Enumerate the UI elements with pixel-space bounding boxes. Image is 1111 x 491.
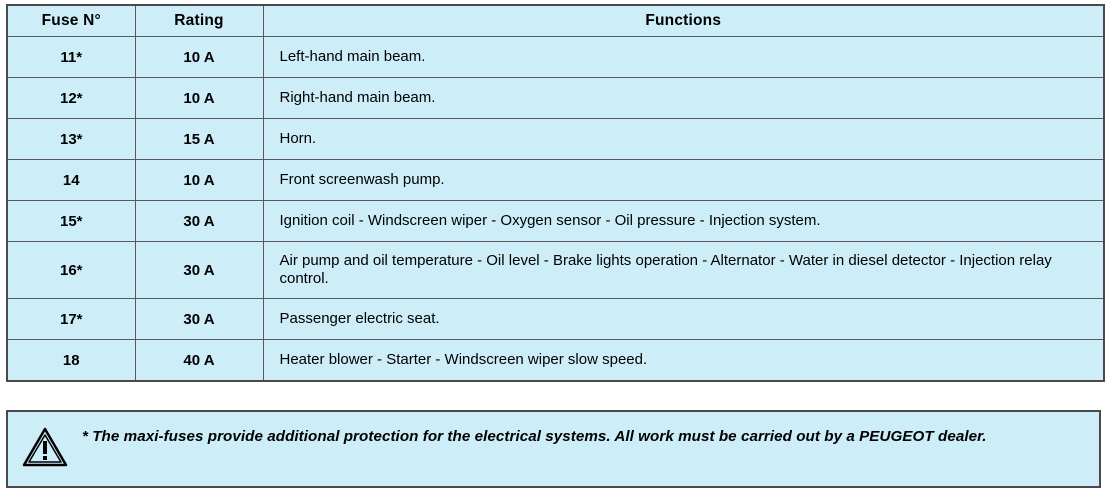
cell-functions: Ignition coil - Windscreen wiper - Oxygen sensor - Oil pressure - Injection system. (263, 201, 1104, 242)
table-row (7, 78, 1104, 119)
table-header (7, 5, 1104, 37)
cell-rating: 10 A (135, 160, 263, 201)
column-header-fuse-number: Fuse N° (7, 5, 135, 37)
cell-rating: 30 A (135, 242, 263, 299)
table-row (7, 242, 1104, 299)
cell-fuse-number: 15* (7, 201, 135, 242)
table-header-row (7, 5, 1104, 37)
warning-note-text: * The maxi-fuses provide additional protection for the electrical systems. All work must be carried out by a PEUGEOT dealer. (82, 428, 987, 445)
table-body (7, 37, 1104, 382)
cell-fuse-number: 11* (7, 37, 135, 78)
cell-rating: 30 A (135, 201, 263, 242)
warning-note-box (6, 410, 1101, 488)
column-header-rating: Rating (135, 5, 263, 37)
cell-fuse-number: 16* (7, 242, 135, 299)
cell-functions: Air pump and oil temperature - Oil level - Brake lights operation - Alternator - Water in diesel detector - Injection relay control. (263, 242, 1104, 299)
fuse-table (6, 4, 1105, 382)
column-header-functions: Functions (263, 5, 1104, 37)
table-row (7, 299, 1104, 340)
cell-rating: 40 A (135, 340, 263, 382)
table-row (7, 160, 1104, 201)
cell-fuse-number: 13* (7, 119, 135, 160)
cell-functions: Left-hand main beam. (263, 37, 1104, 78)
cell-fuse-number: 18 (7, 340, 135, 382)
cell-functions: Front screenwash pump. (263, 160, 1104, 201)
cell-fuse-number: 12* (7, 78, 135, 119)
cell-functions: Heater blower - Starter - Windscreen wiper slow speed. (263, 340, 1104, 382)
table-row (7, 201, 1104, 242)
table-row (7, 119, 1104, 160)
cell-rating: 10 A (135, 37, 263, 78)
warning-triangle-icon (22, 426, 68, 468)
cell-fuse-number: 14 (7, 160, 135, 201)
table-row (7, 340, 1104, 382)
cell-fuse-number: 17* (7, 299, 135, 340)
cell-functions: Horn. (263, 119, 1104, 160)
cell-rating: 30 A (135, 299, 263, 340)
table-row (7, 37, 1104, 78)
cell-functions: Passenger electric seat. (263, 299, 1104, 340)
cell-rating: 10 A (135, 78, 263, 119)
cell-functions: Right-hand main beam. (263, 78, 1104, 119)
cell-rating: 15 A (135, 119, 263, 160)
